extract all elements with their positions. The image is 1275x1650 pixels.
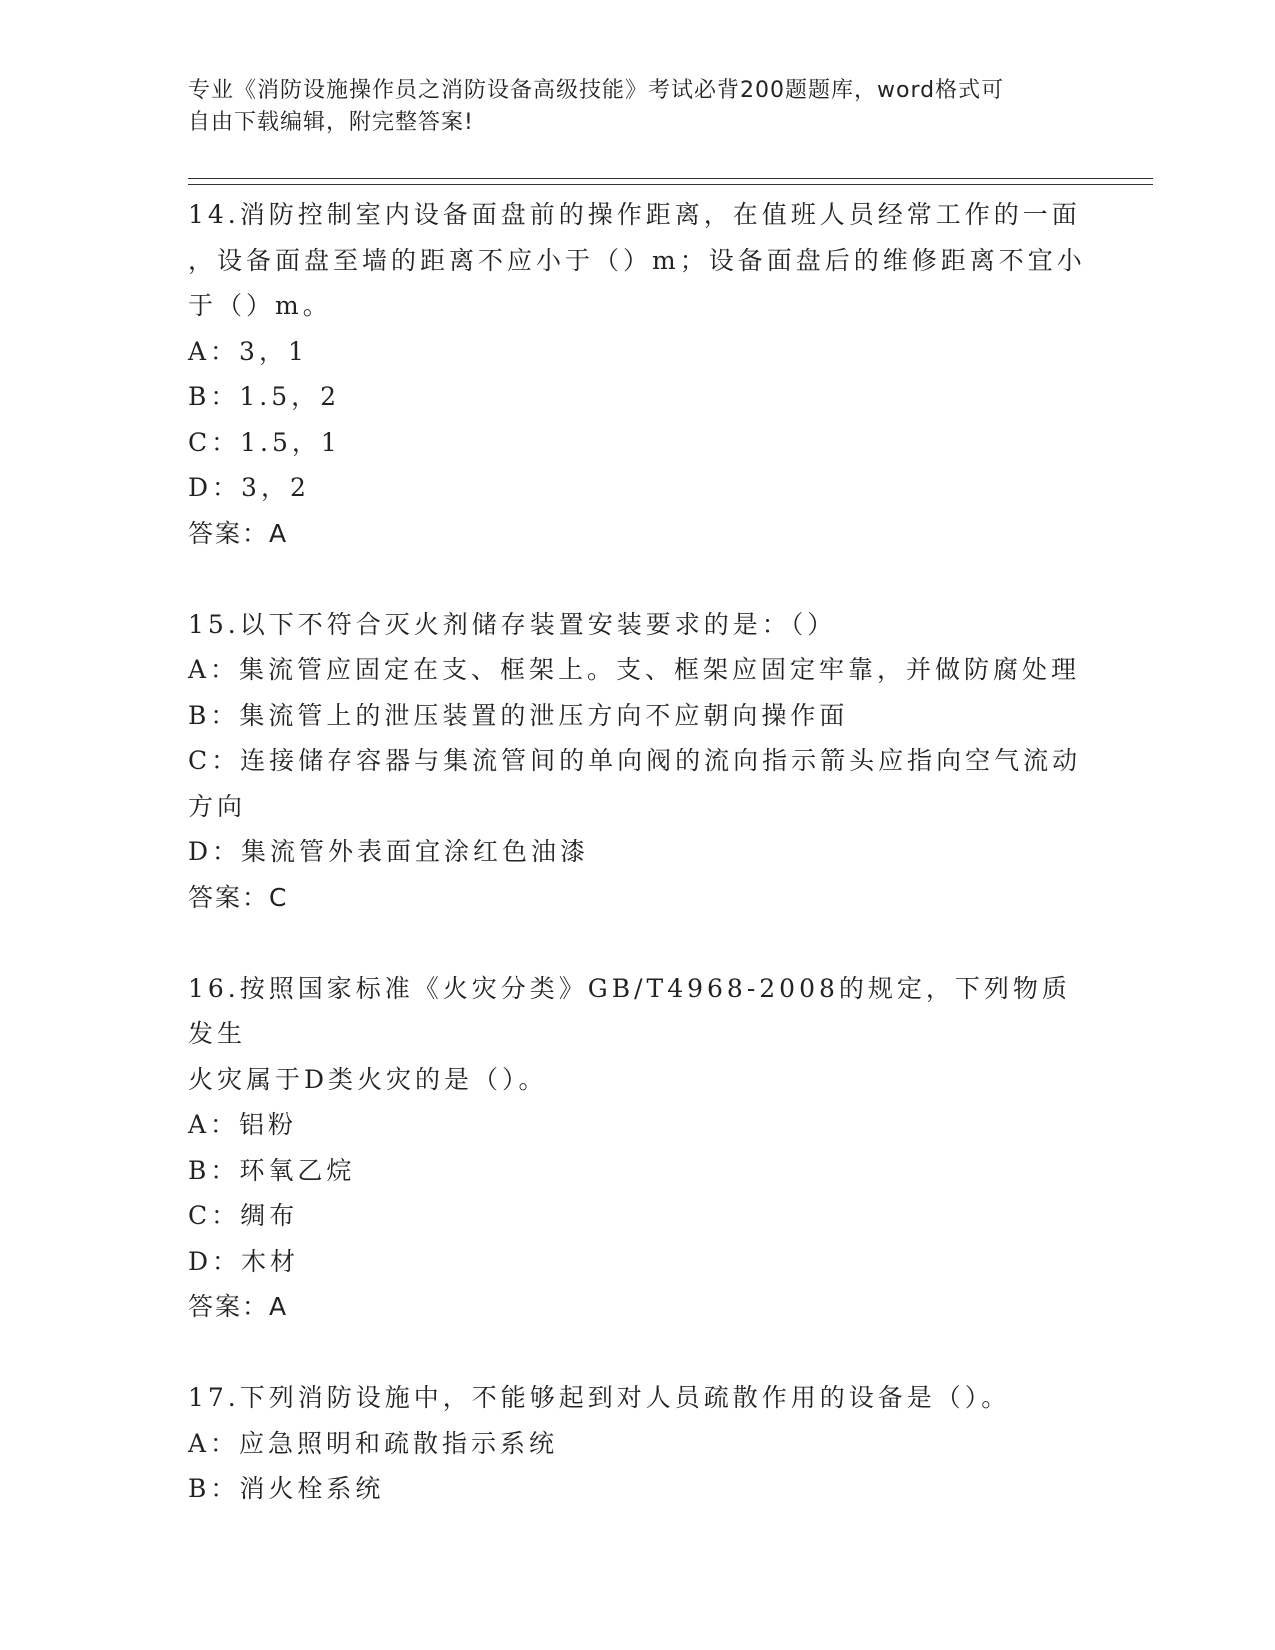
header-line-2: 自由下载编辑，附完整答案! (188, 110, 474, 135)
option-a: A：铝粉 (188, 1110, 298, 1139)
option-d: D：木材 (188, 1246, 300, 1276)
question-stem-line: ，设备面盘至墙的距离不应小于（）m；设备面盘后的维修距离不宜小 (188, 245, 1086, 275)
answer-line: 答案：A (188, 518, 289, 548)
question-stem-line: 16.按照国家标准《火灾分类》GB/T4968-2008的规定，下列物质发生 (188, 973, 1071, 1048)
question-15 (188, 602, 1088, 921)
option-c: C：绸布 (188, 1201, 299, 1230)
option-c-continued: 方向 (188, 791, 247, 821)
option-a: A：集流管应固定在支、框架上。支、框架应固定牢靠，并做防腐处理 (188, 655, 1081, 684)
question-stem-line: 15.以下不符合灭火剂储存装置安装要求的是：（） (188, 609, 837, 639)
option-d: D：集流管外表面宜涂红色油漆 (188, 837, 590, 866)
option-c: C：连接储存容器与集流管间的单向阀的流向指示箭头应指向空气流动 (188, 746, 1082, 775)
question-stem-line: 于（）m。 (188, 291, 332, 320)
option-d: D：3，2 (188, 473, 310, 502)
answer-line: 答案：C (188, 882, 289, 912)
question-stem-line: 17.下列消防设施中，不能够起到对人员疏散作用的设备是（）。 (188, 1383, 1011, 1412)
question-14 (188, 192, 1088, 556)
option-b: B：消火栓系统 (188, 1474, 385, 1503)
question-17 (188, 1375, 1088, 1512)
option-b: B：1.5，2 (188, 382, 341, 411)
option-c: C：1.5，1 (188, 427, 341, 457)
option-b: B：环氧乙烷 (188, 1155, 356, 1185)
document-header (188, 75, 1068, 139)
question-16 (188, 966, 1088, 1330)
option-a: A：3，1 (188, 336, 308, 366)
header-divider-top (188, 178, 1153, 179)
header-line-1: 专业《消防设施操作员之消防设备高级技能》考试必背200题题库，word格式可 (188, 78, 1005, 103)
option-b: B：集流管上的泄压装置的泄压方向不应朝向操作面 (188, 700, 849, 730)
header-divider-bottom (188, 184, 1153, 185)
question-stem-line: 14.消防控制室内设备面盘前的操作距离，在值班人员经常工作的一面 (188, 200, 1081, 229)
option-a: A：应急照明和疏散指示系统 (188, 1428, 559, 1458)
answer-line: 答案：A (188, 1292, 289, 1321)
question-list (188, 192, 1088, 1557)
question-stem-line: 火灾属于D类火灾的是（）。 (188, 1064, 548, 1094)
